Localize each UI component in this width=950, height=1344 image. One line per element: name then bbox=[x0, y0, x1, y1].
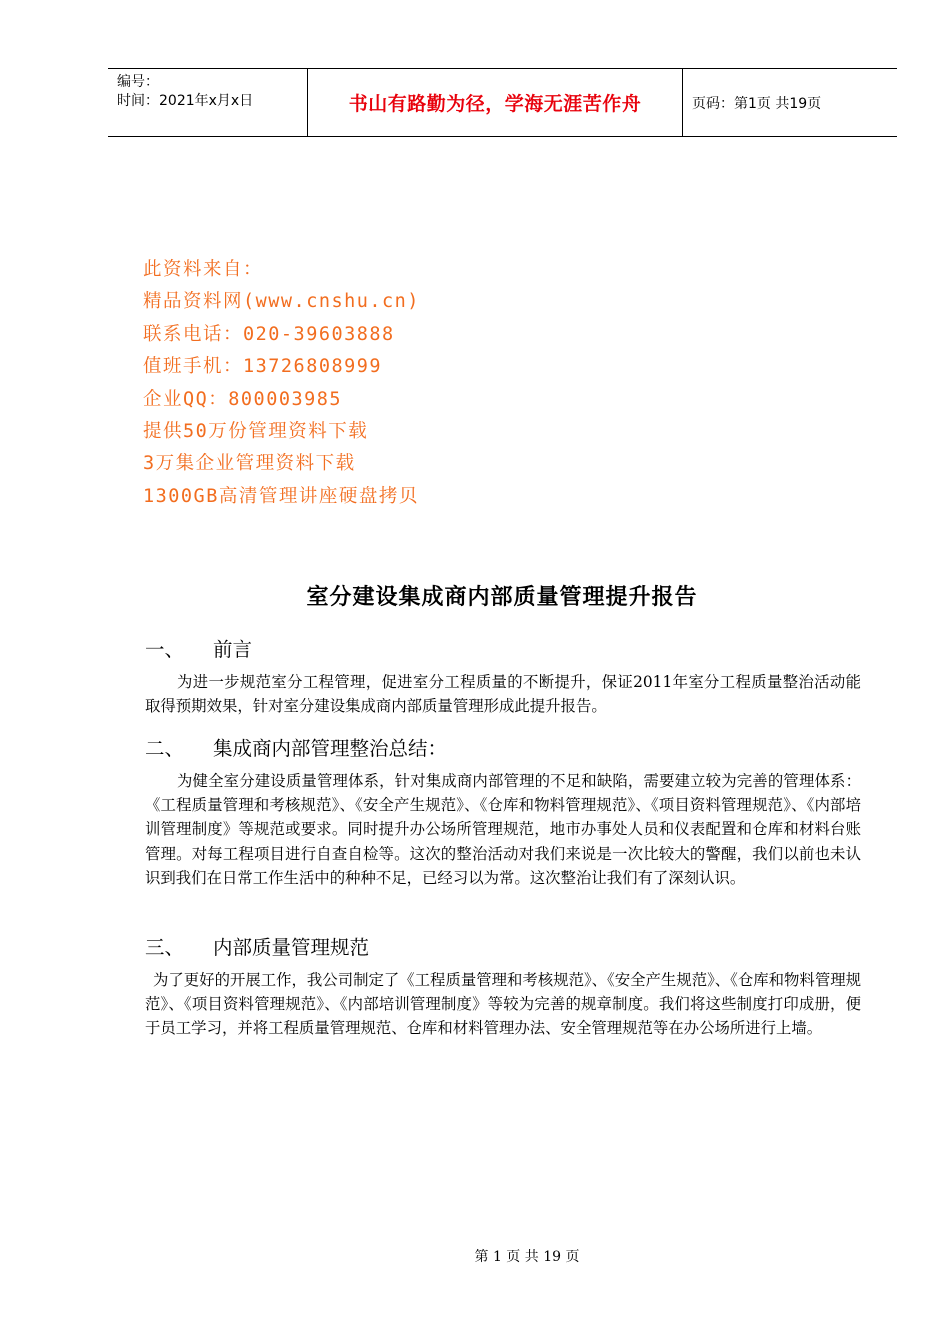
source-info-line: 联系电话：020-39603888 bbox=[143, 323, 395, 345]
source-info-line: 企业QQ：800003985 bbox=[143, 388, 343, 410]
section-number: 三、 bbox=[145, 936, 185, 959]
header-motto-cell bbox=[308, 69, 683, 136]
header-motto: 书山有路勤为径，学海无涯苦作舟 bbox=[348, 93, 642, 115]
section-title: 前言 bbox=[213, 638, 253, 661]
source-info-line: 1300GB高清管理讲座硬盘拷贝 bbox=[143, 485, 419, 507]
page-header bbox=[108, 68, 897, 137]
source-info-line: 此资料来自： bbox=[143, 259, 264, 280]
section-number: 二、 bbox=[145, 737, 185, 760]
source-info-line: 3万集企业管理资料下载 bbox=[143, 453, 356, 475]
document-number-label: 编号： bbox=[117, 74, 159, 90]
page-footer: 第 1 页 共 19 页 bbox=[474, 1249, 580, 1265]
section-title: 集成商内部管理整治总结： bbox=[213, 737, 448, 760]
document-title: 室分建设集成商内部质量管理提升报告 bbox=[306, 584, 698, 610]
section-paragraph: 为了更好的开展工作，我公司制定了《工程质量管理和考核规范》、《安全产生规范》、《仓库和物料管理规范》、《项目资料管理规范》、《内部培训管理制度》等较为完善的规章制度。我们将这些制度打印成册，便于员工学习，并将工程质量管理规范、仓库和材料管理办法、安全管理规范等在办公场所进行上墙。 bbox=[145, 971, 861, 1038]
section-heading bbox=[145, 733, 447, 761]
section-title: 内部质量管理规范 bbox=[213, 936, 370, 959]
header-page-label: 页码：第1页 共19页 bbox=[692, 95, 822, 112]
source-info-block bbox=[143, 254, 420, 513]
source-info-line: 精品资料网(www.cnshu.cn) bbox=[143, 291, 420, 313]
source-info-line: 提供50万份管理资料下载 bbox=[143, 421, 369, 443]
section-paragraph: 为健全室分建设质量管理体系，针对集成商内部管理的不足和缺陷，需要建立较为完善的管理体系：《工程质量管理和考核规范》、《安全产生规范》、《仓库和物料管理规范》、《项目资料管理规范》、《内部培训管理制度》等规范或要求。同时提升办公场所管理规范，地市办事处人员和仪表配置和仓库和材料台账管理。对每工程项目进行自查自检等。这次的整治活动对我们来说是一次比较大的警醒，我们以前也未认识到我们在日常工作生活中的种种不足，已经习以为常。这次整治让我们有了深刻认识。 bbox=[145, 772, 861, 887]
source-info-line: 值班手机：13726808999 bbox=[143, 356, 383, 378]
section-number: 一、 bbox=[145, 638, 185, 661]
header-page-cell bbox=[683, 69, 897, 136]
document-time-label: 时间：2021年x月x日 bbox=[117, 93, 254, 109]
header-left-cell bbox=[108, 69, 308, 136]
section-heading bbox=[145, 634, 252, 662]
section-paragraph: 为进一步规范室分工程管理，促进室分工程质量的不断提升，保证2011年室分工程质量整治活动能取得预期效果，针对室分建设集成商内部质量管理形成此提升报告。 bbox=[145, 673, 861, 716]
section-heading bbox=[145, 932, 369, 960]
